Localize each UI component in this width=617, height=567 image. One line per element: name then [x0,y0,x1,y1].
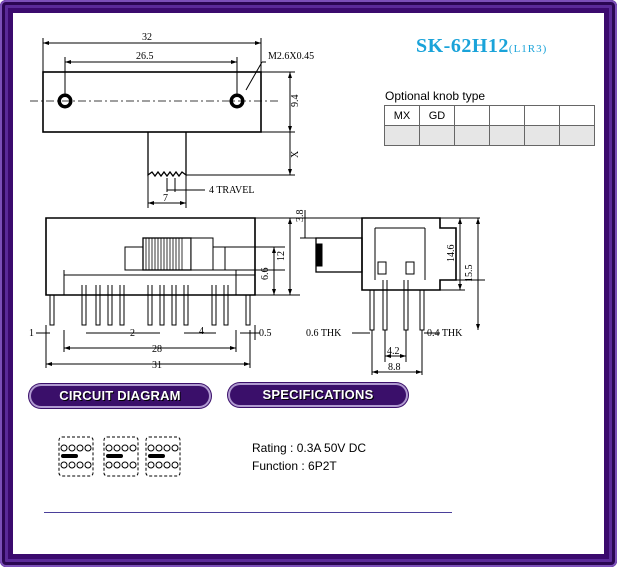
dim-thk-right: 0.4 THK [427,328,463,339]
dim-pin-edge: 1 [29,328,34,339]
side-view-body [362,218,456,290]
top-view-knob [148,132,186,176]
pin-row [50,285,250,325]
dim-side-width-inner: 4.2 [387,346,400,357]
knob-cell: MX [385,106,420,126]
dim-side-height-inner: 14.6 [446,244,457,262]
knob-type-title: Optional knob type [385,89,486,103]
dim-side-top: 3.8 [295,209,306,222]
dim-side-width-outer: 8.8 [388,362,401,373]
side-view-knob [316,238,362,272]
knob-cell: GD [420,106,455,126]
top-view-body [43,72,261,132]
dim-body-height: 12 [276,251,287,261]
dim-span-inner: 28 [152,344,162,355]
part-number-suffix: (L1R3) [508,43,548,55]
dim-knob-height: 6.6 [260,267,271,280]
dim-hole-pitch: 26.5 [136,51,154,62]
front-view [36,218,300,368]
specifications-heading: SPECIFICATIONS [230,385,406,405]
rating-text: Rating : 0.3A 50V DC [252,441,367,455]
function-text: Function : 6P2T [252,459,337,473]
dim-span-outer: 31 [152,360,162,371]
part-number-main: SK-62H12 [416,35,509,57]
dim-thk-left: 0.6 THK [306,328,342,339]
dim-overall-width: 32 [142,32,152,43]
dim-pin-gap: 4 [199,326,204,337]
dim-hole-callout: M2.6X0.45 [268,51,315,62]
dim-side-height-outer: 15.5 [464,264,475,282]
circuit-diagram [59,437,180,476]
dim-pin-width: 0.5 [259,328,272,339]
dim-knob-width: 7 [163,193,168,204]
dim-height: 9.4 [290,94,301,107]
dim-pin-pitch: 2 [130,328,135,339]
circuit-diagram-heading: CIRCUIT DIAGRAM [31,386,209,406]
dim-travel: 4 TRAVEL [209,185,255,196]
dim-x: X [290,150,301,158]
bottom-divider [44,512,452,513]
